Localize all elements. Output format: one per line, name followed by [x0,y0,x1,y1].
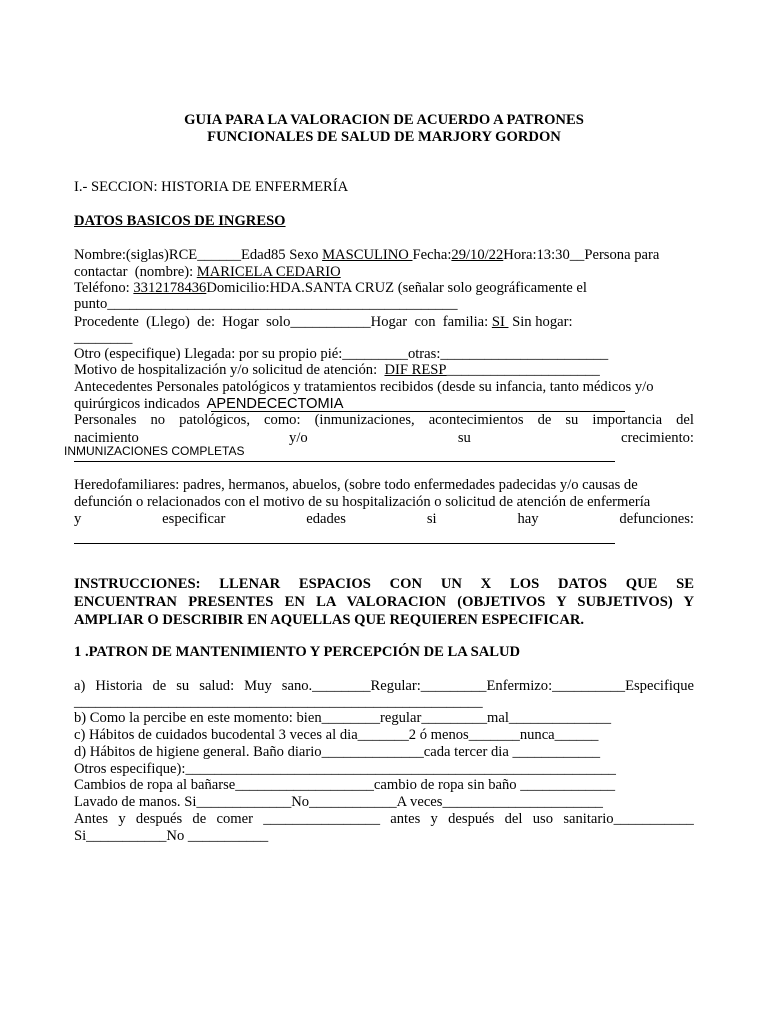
instructions-line-3: AMPLIAR O DESCRIBIR EN AQUELLAS QUE REQUIEREN ESPECIFICAR. [74,612,585,628]
procedente-label: Procedente (Llego) de: Hogar solo___________Hogar con familia: [74,314,492,330]
fecha-label: Fecha: [412,247,452,263]
inmunizaciones-value[interactable]: INMUNIZACIONES COMPLETAS [64,444,245,458]
patron-1-si-no-line: Si___________No ___________ [74,828,269,844]
fecha-value[interactable]: 29/10/22 [451,247,504,263]
heredo-line-1: Heredofamiliares: padres, hermanos, abuelos, (sobre todo enfermedades padecidas y/o causas de [74,477,638,493]
contactar-label: contactar (nombre): [74,264,197,280]
sin-hogar-label: Sin hogar: [508,314,573,330]
word: como: [264,412,301,428]
nombre-line [74,247,659,264]
word: Muy [244,678,272,694]
contacto-value[interactable]: MARICELA CEDARIO [196,264,341,280]
word: y [74,511,82,527]
section-heading: I.- SECCION: HISTORIA DE ENFERMERÍA [74,179,349,195]
motivo-value[interactable]: DIF RESP [384,362,447,378]
word: del [504,811,523,827]
word: su [565,412,579,428]
patron-1-antes-line [74,811,694,828]
word: ________________ [263,811,380,827]
contactar-line [74,264,341,281]
patron-1-heading: 1 .PATRON DE MANTENIMIENTO Y PERCEPCIÓN DE LA SALUD [74,644,521,660]
word: defunciones: [619,511,694,527]
punto-line: punto________________________________________________ [74,296,458,312]
word: no [150,412,166,428]
instructions-line-1: INSTRUCCIONES: LLENAR ESPACIOS CON UN X LOS DATOS QUE SE [74,576,694,592]
word: importancia [592,412,663,428]
patron-1-a-blank: ________________________________________________________ [74,694,483,710]
word: Antes [74,811,109,827]
telefono-value[interactable]: 3312178436 [133,280,207,296]
word: y/o [289,430,308,446]
hora-label: Hora:13:30__Persona para [503,247,660,263]
telefono-line [74,280,587,297]
sexo-value[interactable]: MASCULINO [322,247,413,263]
word: especificar [162,511,226,527]
patron-1-d-line: d) Hábitos de higiene general. Baño diario______________cada tercer dia ____________ [74,744,601,760]
telefono-label: Teléfono: [74,280,134,296]
heredo-line-3 [74,511,694,528]
word: después [448,811,495,827]
nombre-label: Nombre:(siglas)RCE______Edad85 Sexo [74,247,323,263]
heredo-line-2: defunción o relacionados con el motivo de su hospitalización o solicitud de atención de enfermería [74,494,651,510]
instructions-line-2: ENCUENTRAN PRESENTES EN LA VALORACION (OBJETIVOS Y SUBJETIVOS) Y [74,594,694,610]
motivo-line [74,362,600,379]
patron-1-a-line [74,678,694,695]
word: sano.________Regular:_________Enfermizo:__________Especifique [281,678,694,694]
word: crecimiento: [621,430,694,446]
antecedentes-label: quirúrgicos indicados [74,396,204,412]
patron-1-otros-line: Otros especifique):___________________________________________________________ [74,761,616,777]
word: y [118,811,126,827]
document-title-line-2: FUNCIONALES DE SALUD DE MARJORY GORDON [207,129,561,145]
patron-1-b-line: b) Como la percibe en este momento: bien________regular_________mal______________ [74,710,612,726]
word: del [676,412,694,428]
blank-line: ________ [74,330,133,346]
motivo-tail: _____________________ [446,362,600,378]
word: hay [517,511,539,527]
word: nacimiento [74,430,139,446]
procedente-line [74,314,573,331]
word: de [152,678,167,694]
si-value[interactable]: SI [491,314,509,330]
word: a) [74,678,86,694]
patron-1-cambios-line: Cambios de ropa al bañarse___________________cambio de ropa sin baño _____________ [74,777,616,793]
word: Historia [95,678,143,694]
heredo-underline [74,543,615,544]
word: antes [390,811,421,827]
word: si [426,511,437,527]
antecedentes-value[interactable]: APENDECECTOMIA [203,396,344,412]
word: después [135,811,183,827]
word: sanitario___________ [563,811,694,827]
domicilio-text: Domicilio:HDA.SANTA CRUZ (señalar solo geográficamente el [206,280,587,296]
patron-1-c-line: c) Hábitos de cuidados bucodental 3 veces al dia_______2 ó menos_______nunca______ [74,727,599,743]
word: comer [216,811,253,827]
antecedentes-line-1: Antecedentes Personales patológicos y tratamientos recibidos (desde su infancia, tanto médicos y/o [74,379,654,395]
word: de [192,811,207,827]
otro-line: Otro (especifique) Llegada: por su propio pié:_________otras:_______________________ [74,346,609,362]
no-patologicos-line [74,412,694,429]
document-title-line-1: GUIA PARA LA VALORACION DE ACUERDO A PATRONES [184,112,584,128]
patron-1-lavado-line: Lavado de manos. Si_____________No____________A veces______________________ [74,794,603,810]
word: patológicos, [179,412,251,428]
word: su [176,678,190,694]
word: uso [532,811,554,827]
motivo-label: Motivo de hospitalización y/o solicitud de atención: [74,362,385,378]
word: acontecimientos [428,412,524,428]
word: edades [306,511,346,527]
word: de [537,412,552,428]
subtitle-datos-basicos: DATOS BASICOS DE INGRESO [74,213,286,229]
word: (inmunizaciones, [314,412,415,428]
word: salud: [199,678,235,694]
inmunizaciones-underline [74,461,615,462]
word: y [430,811,438,827]
word: Personales [74,412,137,428]
word: su [457,430,471,446]
